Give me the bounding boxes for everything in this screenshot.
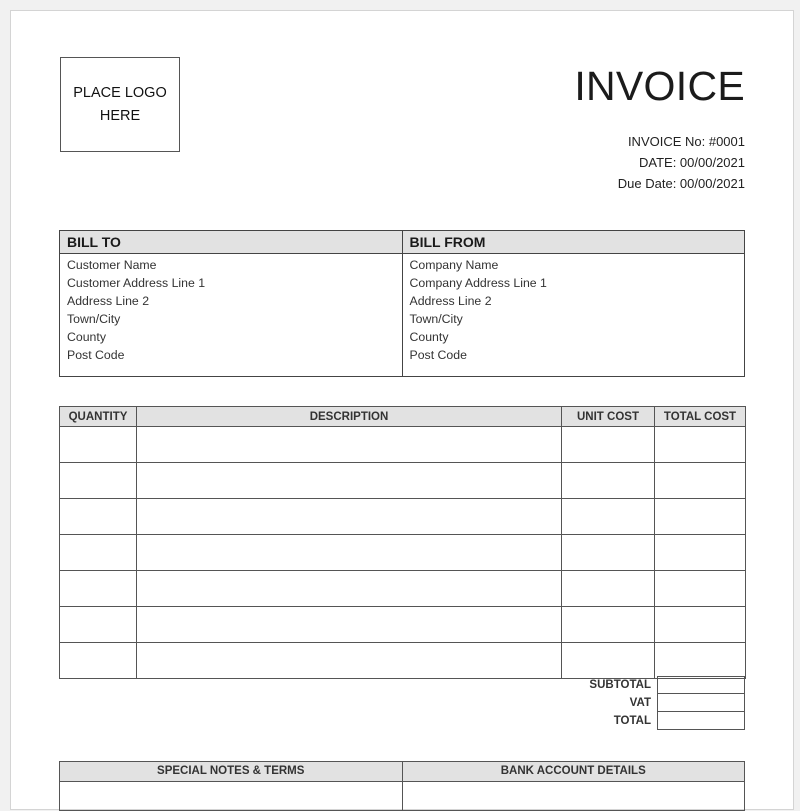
vat-label: VAT <box>629 697 651 709</box>
bill-from-column <box>402 231 745 376</box>
table-row <box>60 499 746 535</box>
bill-from-county: County <box>409 330 449 344</box>
invoice-title: INVOICE <box>574 63 745 109</box>
total-cost-cell[interactable] <box>655 571 746 607</box>
quantity-cell[interactable] <box>60 535 137 571</box>
total-cost-cell[interactable] <box>655 643 746 679</box>
logo-placeholder <box>60 57 180 152</box>
bill-from-town: Town/City <box>409 312 463 326</box>
total-cost-cell[interactable] <box>655 607 746 643</box>
column-header-total-cost: TOTAL COST <box>655 407 746 427</box>
subtotal-row <box>560 676 745 694</box>
description-cell[interactable] <box>137 427 562 463</box>
table-row <box>60 463 746 499</box>
column-header-unit-cost: UNIT COST <box>562 407 655 427</box>
unit-cost-cell[interactable] <box>562 607 655 643</box>
subtotal-value-cell[interactable] <box>657 676 745 694</box>
bill-from-details <box>403 254 745 364</box>
quantity-cell[interactable] <box>60 499 137 535</box>
special-notes-heading: SPECIAL NOTES & TERMS <box>60 762 402 782</box>
total-cost-cell[interactable] <box>655 499 746 535</box>
quantity-cell[interactable] <box>60 643 137 679</box>
description-cell[interactable] <box>137 571 562 607</box>
invoice-date: DATE: 00/00/2021 <box>639 155 745 170</box>
invoice-meta <box>618 131 745 194</box>
bill-from-heading: BILL FROM <box>403 231 745 254</box>
table-header-row <box>60 407 746 427</box>
table-row <box>60 535 746 571</box>
bill-to-town: Town/City <box>67 312 121 326</box>
unit-cost-cell[interactable] <box>562 535 655 571</box>
logo-text-line-2: HERE <box>99 107 141 124</box>
footer-section <box>59 761 745 811</box>
total-value-cell[interactable] <box>657 712 745 730</box>
quantity-cell[interactable] <box>60 607 137 643</box>
vat-value-cell[interactable] <box>657 694 745 712</box>
total-cost-cell[interactable] <box>655 463 746 499</box>
description-cell[interactable] <box>137 643 562 679</box>
totals-section <box>560 676 745 730</box>
unit-cost-cell[interactable] <box>562 463 655 499</box>
logo-text-line-1: PLACE LOGO <box>73 84 167 101</box>
invoice-number: INVOICE No: #0001 <box>627 134 745 149</box>
table-row <box>60 607 746 643</box>
total-label: TOTAL <box>613 715 651 727</box>
invoice-due-date: Due Date: 00/00/2021 <box>617 176 745 191</box>
bill-to-heading: BILL TO <box>60 231 402 254</box>
unit-cost-cell[interactable] <box>562 643 655 679</box>
bill-from-post-code: Post Code <box>409 348 467 362</box>
table-row <box>60 571 746 607</box>
total-cost-cell[interactable] <box>655 535 746 571</box>
column-header-quantity: QUANTITY <box>60 407 137 427</box>
bill-from-address-line-1: Company Address Line 1 <box>409 276 547 290</box>
table-row <box>60 643 746 679</box>
bill-to-county: County <box>67 330 106 344</box>
description-cell[interactable] <box>137 463 562 499</box>
bill-to-details <box>60 254 402 364</box>
bill-to-column <box>60 231 402 376</box>
billing-section <box>59 230 745 377</box>
column-header-description: DESCRIPTION <box>137 407 562 427</box>
bank-details-heading: BANK ACCOUNT DETAILS <box>403 762 745 782</box>
description-cell[interactable] <box>137 607 562 643</box>
vat-row <box>560 694 745 712</box>
bank-details-column <box>402 762 745 810</box>
description-cell[interactable] <box>137 499 562 535</box>
bill-to-address-line-1: Customer Address Line 1 <box>67 276 206 290</box>
bill-from-company-name: Company Name <box>409 258 499 272</box>
description-cell[interactable] <box>137 535 562 571</box>
bill-to-post-code: Post Code <box>67 348 125 362</box>
line-items-table <box>59 406 746 679</box>
quantity-cell[interactable] <box>60 463 137 499</box>
subtotal-label: SUBTOTAL <box>589 679 651 691</box>
unit-cost-cell[interactable] <box>562 571 655 607</box>
notes-column <box>60 762 402 810</box>
bill-to-address-line-2: Address Line 2 <box>67 294 150 308</box>
quantity-cell[interactable] <box>60 571 137 607</box>
total-cost-cell[interactable] <box>655 427 746 463</box>
total-row <box>560 712 745 730</box>
bill-to-customer-name: Customer Name <box>67 258 157 272</box>
bill-from-address-line-2: Address Line 2 <box>409 294 492 308</box>
table-row <box>60 427 746 463</box>
quantity-cell[interactable] <box>60 427 137 463</box>
unit-cost-cell[interactable] <box>562 427 655 463</box>
unit-cost-cell[interactable] <box>562 499 655 535</box>
